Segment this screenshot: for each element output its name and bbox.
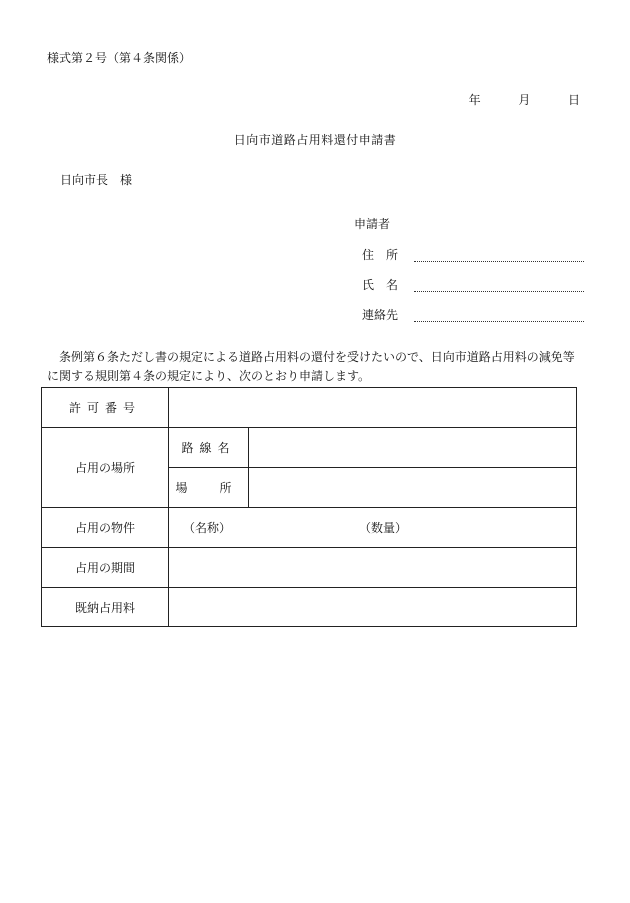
body-text-line-2: に関する規則第４条の規定により、次のとおり申請します。 [47,369,371,383]
route-name-header: 路線名 [169,428,249,468]
object-header: 占用の物件 [42,508,169,548]
period-header: 占用の期間 [42,548,169,588]
contact-label: 連絡先 [362,308,399,322]
address-label: 住 所 [362,248,399,262]
address-line[interactable] [414,261,584,262]
paid-fee-header: 既納占用料 [42,588,169,627]
contact-line[interactable] [414,321,584,322]
document-title: 日向市道路占用料還付申請書 [233,133,397,147]
date-day: 日 [567,93,580,107]
name-line[interactable] [414,291,584,292]
paid-fee-value[interactable] [169,588,577,627]
form-number: 様式第２号（第４条関係） [47,51,192,65]
place-value[interactable] [249,468,577,508]
date-line [469,91,580,108]
body-text [47,348,587,386]
application-table [41,387,577,627]
route-name-value[interactable] [249,428,577,468]
table-row [42,548,577,588]
date-month: 月 [518,93,531,107]
address-field[interactable] [362,246,584,262]
contact-field[interactable] [362,306,584,322]
location-header: 占用の場所 [42,428,169,508]
applicant-label: 申請者 [354,217,391,231]
permit-number-value[interactable] [169,388,577,428]
object-name-label: （名称） [183,521,232,535]
table-row [42,508,577,548]
table-row [42,588,577,627]
permit-number-header: 許可番号 [42,388,169,428]
place-header: 場 所 [169,468,249,508]
period-value[interactable] [169,548,577,588]
addressee: 日向市長 様 [60,173,133,187]
table-row [42,428,577,468]
object-quantity-label: （数量） [359,521,408,535]
body-text-line-1: 条例第６条ただし書の規定による道路占用料の還付を受けたいので、日向市道路占用料の減免等 [59,350,575,364]
name-field[interactable] [362,276,584,292]
object-value[interactable] [169,508,577,548]
date-year: 年 [468,93,481,107]
table-row [42,388,577,428]
name-label: 氏 名 [362,278,399,292]
